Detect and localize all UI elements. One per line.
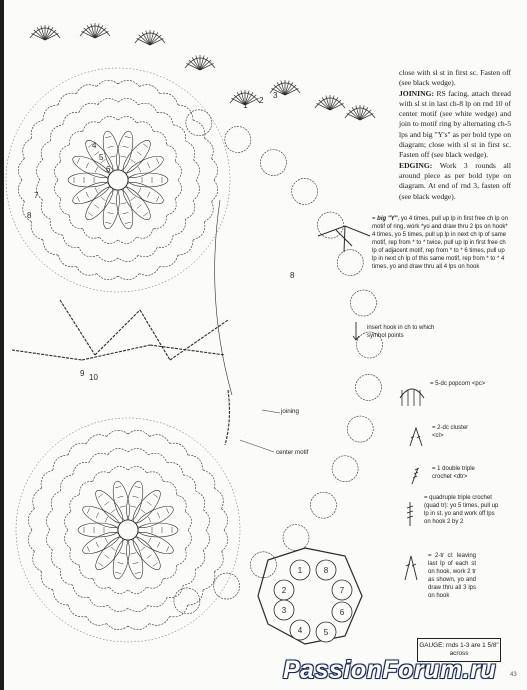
popcorn-legend: = 5-dc popcorn <pc> xyxy=(430,381,486,387)
stitch-mark xyxy=(156,158,159,163)
chain-loop xyxy=(28,530,34,551)
dtr-legend: = 1 double triple crochet <dtr> xyxy=(432,466,475,480)
chain-loop xyxy=(222,509,228,530)
round-number-marker: 8 xyxy=(27,211,32,220)
chain-loop xyxy=(185,511,191,530)
chain-loop xyxy=(93,472,110,482)
chain-loop xyxy=(107,624,128,630)
joining-lines xyxy=(12,300,280,452)
stitch-mark xyxy=(125,136,131,137)
chain-loop xyxy=(160,93,178,105)
big-y-text: , yo 4 times, pull up lp in first free ch lp on motif of ring, work *yo and draw thru 2 lps on hook* 4 times, yo 5 times, pull up lp in next ch lp of same motif, rep from * to * twice, pull up lp in first free ch lp of adjacent motif, rep from * to * 6 times, pull up lp in next ch lp of this same motif, rep from * to * 4 times, yo and draw thru all 4 lps on hook xyxy=(372,216,508,270)
chain-loop xyxy=(36,160,42,180)
stitch-mark xyxy=(123,212,129,213)
stitch-mark xyxy=(135,486,141,487)
chain-loop xyxy=(58,93,76,105)
edging-heading: EDGING: xyxy=(399,160,433,170)
page-number: 43 xyxy=(510,672,517,678)
insert-hook-legend: insert hook in ch to which symbol points xyxy=(367,325,435,339)
chain-loop xyxy=(53,455,68,470)
round-number-marker: 3 xyxy=(273,91,278,100)
stitch-mark xyxy=(137,205,142,209)
joining-chain xyxy=(82,345,150,360)
stitch-mark xyxy=(95,188,98,193)
chain-loop xyxy=(55,161,61,180)
chain-loop xyxy=(177,549,187,566)
stitch-mark xyxy=(133,496,139,497)
ring-scallop xyxy=(174,588,200,614)
tr-cl-legend: = 2-tr cl: leaving last lp of each st on hook, work 2 tr as shown, yo and draw thru all 3 lps on hook xyxy=(428,553,476,599)
stitch-mark xyxy=(98,563,103,567)
edging-text: Work 3 rounds all around piece as per bold type on diagram. At end of rnd 3, fasten off (see black wedge). xyxy=(399,160,511,201)
chain-loop xyxy=(153,215,166,228)
chain-loop xyxy=(41,572,53,590)
stitch-mark xyxy=(87,546,90,551)
cluster-legend: = 2-dc cluster <cl> xyxy=(432,425,469,439)
round-number-marker: 6 xyxy=(106,165,111,174)
watermark: PassionForum.ru xyxy=(283,656,497,684)
ring-scallop xyxy=(250,552,276,578)
chain-loop xyxy=(60,199,70,216)
chain-loop xyxy=(196,491,205,510)
chain-loop xyxy=(68,605,86,617)
insert-hook-arrow xyxy=(353,322,359,340)
stitch-mark xyxy=(147,555,152,559)
chain-loop xyxy=(58,255,76,267)
chain-loop xyxy=(149,616,169,625)
chain-loop xyxy=(204,138,213,158)
stitch-mark xyxy=(86,163,89,168)
stitch-mark xyxy=(105,136,111,137)
stitch-mark xyxy=(143,144,148,148)
chain-loop xyxy=(203,470,215,488)
round-number-marker: 7 xyxy=(34,191,39,200)
stitch-mark xyxy=(135,572,141,573)
stitch-mark xyxy=(138,188,141,193)
center-motif-label: center motif xyxy=(276,449,309,456)
chain-loop xyxy=(33,488,42,508)
chain-loop xyxy=(55,180,61,199)
ring-inner-edge xyxy=(215,200,232,395)
chain-loop xyxy=(153,131,166,144)
stitch-mark xyxy=(141,509,146,513)
bottom-motif xyxy=(16,418,240,642)
joining-chain xyxy=(12,350,82,360)
joining-label: joining xyxy=(281,408,299,415)
chain-loop xyxy=(173,125,186,141)
ring-scallop xyxy=(225,127,251,153)
tr-cl-symbol xyxy=(405,556,417,580)
stitch-mark xyxy=(123,146,129,147)
stitch-mark xyxy=(148,517,151,522)
chain-loop xyxy=(170,443,188,455)
stitch-mark xyxy=(166,508,169,513)
chain-loop xyxy=(193,222,205,240)
round-number-marker: 1 xyxy=(243,101,248,110)
chain-loop xyxy=(203,510,209,530)
stitch-mark xyxy=(108,146,114,147)
chain-loop xyxy=(98,255,118,261)
chain-loop xyxy=(178,240,193,255)
joining-heading: JOINING: xyxy=(399,88,435,98)
instr-para1: close with sl st in first sc. Fasten off (see black wedge). xyxy=(399,68,511,88)
ring-scallop xyxy=(332,456,358,482)
chain-loop xyxy=(118,98,138,104)
chain-loop xyxy=(86,435,106,444)
chain-loop xyxy=(163,565,176,578)
chain-loop xyxy=(86,616,106,625)
chain-loop xyxy=(196,550,205,569)
stitch-mark xyxy=(130,506,136,507)
round-number-marker: 5 xyxy=(99,153,104,162)
ring-map-number: 1 xyxy=(297,566,303,575)
chain-loop xyxy=(128,624,149,630)
stitch-mark xyxy=(120,506,126,507)
chain-loop xyxy=(118,274,139,280)
ring-scallop xyxy=(337,250,363,276)
ring-scallop xyxy=(347,416,373,442)
chain-loop xyxy=(41,470,53,488)
chain-loop xyxy=(193,180,199,200)
stitch-mark xyxy=(120,203,126,204)
ring-map-number: 2 xyxy=(281,586,287,595)
chain-loop xyxy=(76,85,96,94)
stitch-mark xyxy=(125,222,131,223)
ring-map-number: 6 xyxy=(339,608,345,617)
stitch-mark xyxy=(118,562,124,563)
chain-loop xyxy=(137,229,154,239)
ring-scallop xyxy=(283,525,309,551)
chain-loop xyxy=(107,430,128,436)
chain-loop xyxy=(60,475,73,491)
big-y-name: big "Y" xyxy=(377,216,398,222)
chain-loop xyxy=(97,80,118,86)
chain-loop xyxy=(41,200,50,219)
chain-loop xyxy=(98,98,118,104)
chain-loop xyxy=(73,585,89,598)
big-y-legend: = big "Y", yo 4 times, pull up lp in first free ch lp on motif of ring, work *yo and draw thru 2 lps on hook* 4 times, yo 5 times, pull up lp in next ch lp of same motif, rep from * to * twice, pull up lp in first free ch lp of adjacent motif, rep from * to * 6 times, pull up lp in next ch lp of this same motif, rep from * to * 4 times, yo and draw thru all 4 lps on hook xyxy=(372,216,508,270)
chain-loop xyxy=(183,569,196,585)
chain-loop xyxy=(108,448,128,454)
chain-loop xyxy=(83,229,100,239)
chain-loop xyxy=(163,481,176,494)
ring-map-number: 3 xyxy=(281,606,287,615)
cluster-symbol xyxy=(410,428,422,446)
motif-center-ring xyxy=(118,520,138,540)
chain-loop xyxy=(97,274,118,280)
chain-loop xyxy=(41,141,50,160)
round-number-marker: 10 xyxy=(89,373,98,382)
ring-arc xyxy=(174,110,383,614)
chain-loop xyxy=(108,605,128,611)
chain-loop xyxy=(68,443,86,455)
ring-scallop xyxy=(355,374,381,400)
chain-loop xyxy=(33,551,42,571)
chain-loop xyxy=(53,590,68,605)
motif-outline xyxy=(6,68,230,292)
stitch-mark xyxy=(147,502,152,506)
motif-center-ring xyxy=(108,170,128,190)
quad-symbol xyxy=(407,502,413,526)
chain-loop xyxy=(79,481,92,494)
stitch-mark xyxy=(95,167,98,172)
chain-loop xyxy=(139,266,159,275)
chain-loop xyxy=(63,112,79,125)
stitch-mark xyxy=(110,156,116,157)
stitch-mark xyxy=(120,553,126,554)
chain-loop xyxy=(51,550,60,569)
stitch-mark xyxy=(105,538,108,543)
chain-loop xyxy=(60,145,70,162)
ring-scallop xyxy=(186,110,212,136)
chain-loop xyxy=(147,579,164,589)
chain-loop xyxy=(138,103,157,112)
chain-loop xyxy=(51,491,60,510)
chain-loop xyxy=(118,117,137,123)
chain-loop xyxy=(43,105,58,120)
chain-loop xyxy=(18,159,24,180)
chain-loop xyxy=(128,448,148,454)
chain-loop xyxy=(99,117,118,123)
chain-loop xyxy=(65,511,71,530)
chain-loop xyxy=(69,131,82,144)
ring-map-number: 4 xyxy=(297,626,303,635)
chain-loop xyxy=(203,572,215,590)
stitch-mark xyxy=(105,222,111,223)
chain-loop xyxy=(147,472,164,482)
stitch-mark xyxy=(147,163,150,168)
stitch-mark xyxy=(115,572,121,573)
legend-symbols xyxy=(27,91,424,580)
quad-legend: = quadruple triple crochet (quad tr): yo 5 times, pull up lp in st, yo and work off lps on hook 2 by 2 xyxy=(424,495,499,525)
motif-outline xyxy=(16,418,240,642)
chain-loop xyxy=(148,453,167,462)
chain-loop xyxy=(186,141,195,160)
stitch-mark xyxy=(166,546,169,551)
joining-chain xyxy=(140,310,170,360)
chain-loop xyxy=(193,160,199,180)
chain-loop xyxy=(46,510,52,530)
dtr-symbol xyxy=(412,468,419,484)
chain-loop xyxy=(50,125,63,141)
chain-loop xyxy=(148,598,167,607)
stitch-mark xyxy=(133,562,139,563)
chain-loop xyxy=(23,138,32,158)
stitch-mark xyxy=(118,496,124,497)
stitch-mark xyxy=(147,192,150,197)
stitch-mark xyxy=(153,563,158,567)
ring-scallop xyxy=(310,492,336,518)
stitch-mark xyxy=(131,197,136,201)
chain-loop xyxy=(214,551,223,571)
chain-loop xyxy=(203,530,209,550)
chain-loop xyxy=(137,122,154,132)
chain-loop xyxy=(118,80,139,86)
stitch-mark xyxy=(86,192,89,197)
instructions-text xyxy=(399,68,511,202)
chain-loop xyxy=(128,467,147,473)
chain-loop xyxy=(69,215,82,228)
chain-loop xyxy=(89,598,108,607)
chain-loop xyxy=(18,180,24,201)
stitch-mark xyxy=(88,213,93,217)
chain-loop xyxy=(167,462,183,475)
chain-loop xyxy=(79,565,92,578)
stitch-mark xyxy=(77,196,80,201)
chain-loop xyxy=(186,200,195,219)
chain-loop xyxy=(50,219,63,235)
chain-loop xyxy=(170,605,188,617)
stitch-mark xyxy=(105,517,108,522)
stitch-mark xyxy=(157,513,160,518)
edging-fans xyxy=(30,23,375,120)
chain-loop xyxy=(31,120,43,138)
chain-loop xyxy=(188,590,203,605)
chain-loop xyxy=(93,579,110,589)
chain-loop xyxy=(109,587,128,593)
chain-loop xyxy=(46,530,52,550)
chain-loop xyxy=(109,467,128,473)
chain-loop xyxy=(70,495,80,512)
big-y-symbol xyxy=(318,226,370,252)
stitch-mark xyxy=(141,547,146,551)
stitch-mark xyxy=(131,159,136,163)
stitch-mark xyxy=(104,555,109,559)
joining-chain xyxy=(60,300,95,355)
stitch-mark xyxy=(130,553,136,554)
chain-loop xyxy=(128,605,148,611)
chain-loop xyxy=(28,509,34,530)
chain-loop xyxy=(167,199,177,216)
chain-loop xyxy=(79,103,98,112)
chain-loop xyxy=(185,530,191,549)
stitch-mark xyxy=(157,542,160,547)
chain-loop xyxy=(76,266,96,275)
ring-map-number: 5 xyxy=(323,628,329,637)
round-number-marker: 4 xyxy=(92,141,97,150)
chain-loop xyxy=(222,530,228,551)
chain-loop xyxy=(128,430,149,436)
chain-loop xyxy=(73,462,89,475)
chain-loop xyxy=(188,455,203,470)
chain-loop xyxy=(128,587,147,593)
gauge-box: GAUGE: rnds 1-3 are 1 5/8" across xyxy=(417,638,501,662)
stitch-mark xyxy=(101,197,106,201)
stitch-mark xyxy=(111,547,116,551)
stitch-mark xyxy=(148,538,151,543)
stitch-mark xyxy=(110,203,116,204)
ring-scallop xyxy=(350,290,376,316)
chain-loop xyxy=(43,240,58,255)
chain-loop xyxy=(212,180,218,201)
stitch-mark xyxy=(153,494,158,498)
stitch-mark xyxy=(96,542,99,547)
round-number-marker: 2 xyxy=(259,96,264,105)
round-number-marker: 9 xyxy=(80,369,85,378)
chain-loop xyxy=(118,255,138,261)
chain-loop xyxy=(157,112,173,125)
stitch-mark xyxy=(138,167,141,172)
chain-loop xyxy=(63,235,79,248)
ring-map-number: 7 xyxy=(339,586,345,595)
top-motif xyxy=(6,68,230,292)
stitch-mark xyxy=(108,212,114,213)
chain-loop xyxy=(173,219,186,235)
chain-loop xyxy=(138,248,157,257)
ring-scallop xyxy=(214,573,240,599)
chain-loop xyxy=(60,569,73,585)
stitch-mark xyxy=(137,152,142,156)
chain-loop xyxy=(149,435,169,444)
joining-pointer xyxy=(262,410,280,413)
chain-loop xyxy=(175,180,181,199)
chain-loop xyxy=(212,159,218,180)
stitch-mark xyxy=(77,158,80,163)
stitch-mark xyxy=(115,486,121,487)
stitch-mark xyxy=(104,502,109,506)
ring-scallop xyxy=(260,150,286,176)
stitch-mark xyxy=(111,509,116,513)
chain-loop xyxy=(65,530,71,549)
chain-loop xyxy=(139,85,159,94)
joining-chain xyxy=(150,345,225,355)
chain-loop xyxy=(167,145,177,162)
chain-loop xyxy=(175,161,181,180)
chain-loop xyxy=(70,549,80,566)
motif-ring-map xyxy=(258,548,362,644)
stitch-mark xyxy=(87,508,90,513)
chain-loop xyxy=(177,495,187,512)
chain-loop xyxy=(157,235,173,248)
ring-map-number: 8 xyxy=(323,566,329,575)
ring-scallop xyxy=(292,178,318,204)
joining-text: RS facing, attach thread with sl st in last ch-8 lp on rnd 10 of center motif (see white wedge) and join to motif ring by alternating ch-5 lps and big "Y's" as per bold type on diagram; close with sl st in first sc. Fasten off (see black wedge). xyxy=(399,88,511,160)
center-motif-pointer xyxy=(240,440,274,452)
stitch-mark xyxy=(94,205,99,209)
stitch-mark xyxy=(96,513,99,518)
stitch-mark xyxy=(156,196,159,201)
chain-loop xyxy=(214,488,223,508)
chain-loop xyxy=(183,475,196,491)
chain-loop xyxy=(99,237,118,243)
chain-loop xyxy=(204,201,213,221)
chain-loop xyxy=(83,122,100,132)
chain-loop xyxy=(79,248,98,257)
chain-loop xyxy=(118,237,137,243)
stitch-mark xyxy=(143,213,148,217)
chain-loop xyxy=(160,255,178,267)
round-number-marker: 8 xyxy=(290,271,295,280)
joining-chain xyxy=(225,390,229,445)
chain-loop xyxy=(31,222,43,240)
stitch-mark xyxy=(98,494,103,498)
stitch-mark xyxy=(120,156,126,157)
chain-loop xyxy=(193,120,205,138)
chain-loop xyxy=(89,453,108,462)
